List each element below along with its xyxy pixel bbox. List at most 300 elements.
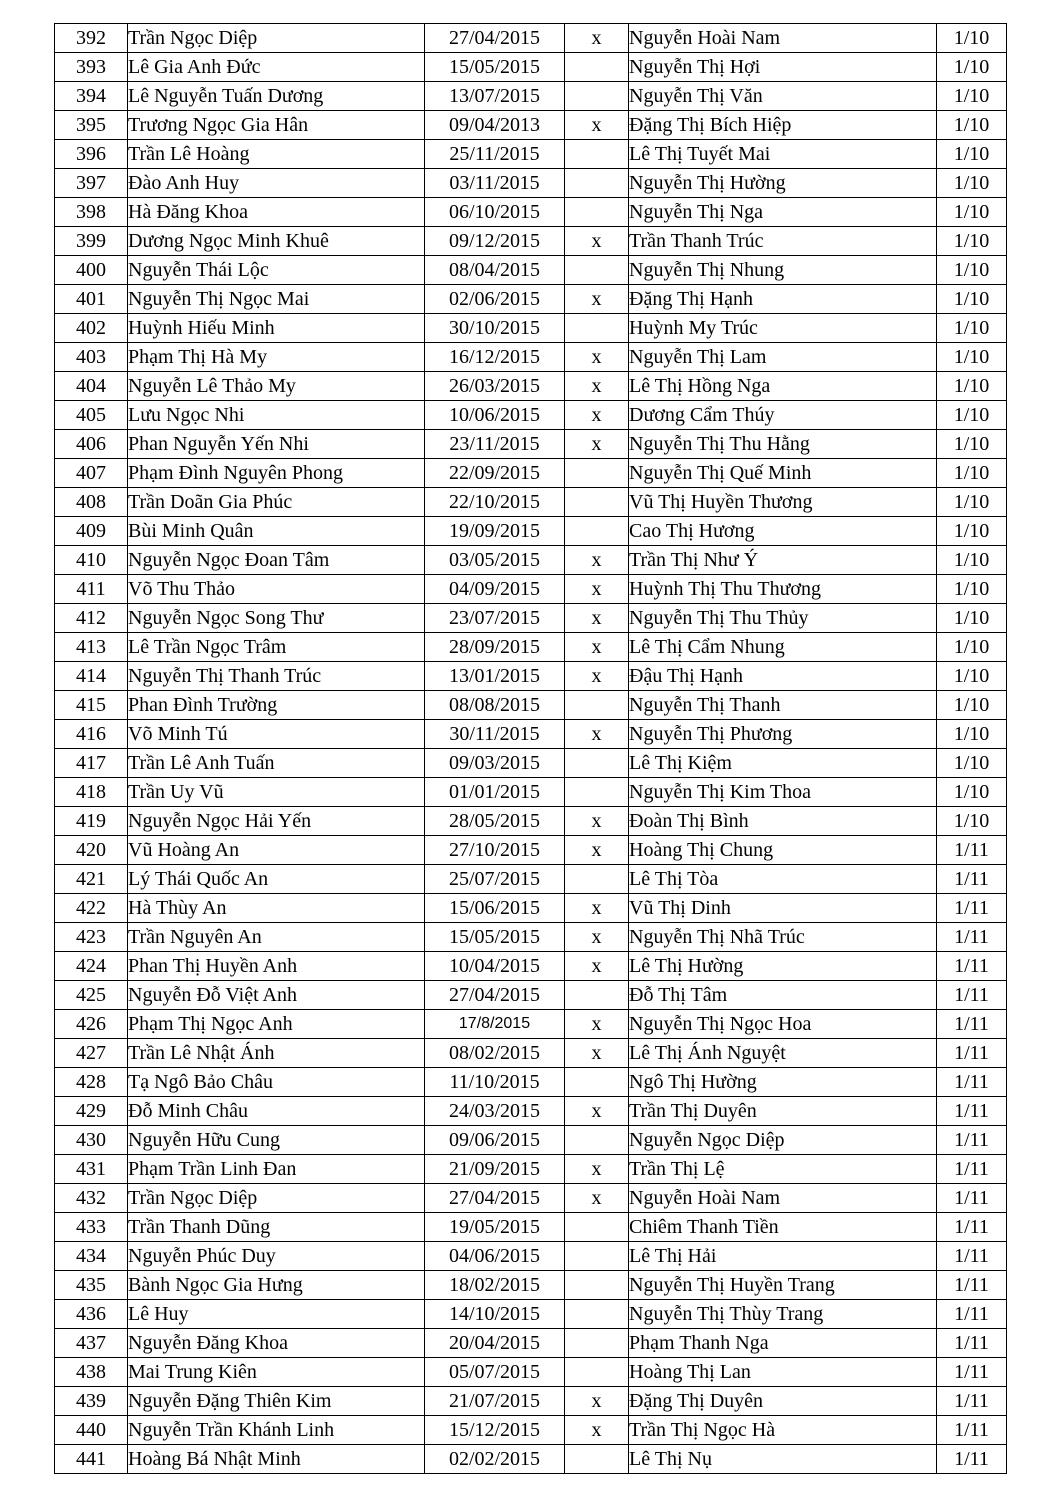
student-name-cell: Phan Thị Huyền Anh (128, 952, 425, 981)
birth-date-cell: 19/05/2015 (425, 1213, 565, 1242)
class-cell: 1/10 (937, 198, 1007, 227)
row-number-cell: 431 (55, 1155, 128, 1184)
parent-name-cell: Lê Thị Tuyết Mai (629, 140, 937, 169)
parent-name-cell: Nguyễn Hoài Nam (629, 1184, 937, 1213)
table-row (55, 169, 1007, 198)
birth-date-cell: 19/09/2015 (425, 517, 565, 546)
table-row (55, 1445, 1007, 1474)
table-row (55, 633, 1007, 662)
class-cell: 1/10 (937, 517, 1007, 546)
table-row (55, 778, 1007, 807)
birth-date-cell: 08/08/2015 (425, 691, 565, 720)
birth-date-cell: 20/04/2015 (425, 1329, 565, 1358)
birth-date-cell: 21/09/2015 (425, 1155, 565, 1184)
female-mark-cell (565, 778, 629, 807)
row-number-cell: 424 (55, 952, 128, 981)
class-cell: 1/11 (937, 1184, 1007, 1213)
female-mark-cell: x (565, 227, 629, 256)
table-row (55, 24, 1007, 53)
student-name-cell: Lý Thái Quốc An (128, 865, 425, 894)
student-name-cell: Bùi Minh Quân (128, 517, 425, 546)
table-row (55, 198, 1007, 227)
class-cell: 1/10 (937, 169, 1007, 198)
female-mark-cell: x (565, 1010, 629, 1039)
female-mark-cell (565, 981, 629, 1010)
student-name-cell: Nguyễn Đỗ Việt Anh (128, 981, 425, 1010)
female-mark-cell: x (565, 604, 629, 633)
class-cell: 1/10 (937, 53, 1007, 82)
student-name-cell: Trần Ngọc Diệp (128, 1184, 425, 1213)
parent-name-cell: Nguyễn Thị Kim Thoa (629, 778, 937, 807)
student-name-cell: Nguyễn Hữu Cung (128, 1126, 425, 1155)
birth-date-cell: 15/05/2015 (425, 53, 565, 82)
table-row (55, 691, 1007, 720)
birth-date-cell: 27/04/2015 (425, 1184, 565, 1213)
student-name-cell: Lê Huy (128, 1300, 425, 1329)
birth-date-cell: 14/10/2015 (425, 1300, 565, 1329)
birth-date-cell: 09/04/2013 (425, 111, 565, 140)
female-mark-cell (565, 691, 629, 720)
student-name-cell: Võ Minh Tú (128, 720, 425, 749)
table-row (55, 488, 1007, 517)
row-number-cell: 400 (55, 256, 128, 285)
table-row (55, 575, 1007, 604)
class-cell: 1/10 (937, 82, 1007, 111)
female-mark-cell: x (565, 24, 629, 53)
birth-date-cell: 09/06/2015 (425, 1126, 565, 1155)
parent-name-cell: Ngô Thị Hường (629, 1068, 937, 1097)
parent-name-cell: Trần Thị Duyên (629, 1097, 937, 1126)
class-cell: 1/10 (937, 430, 1007, 459)
row-number-cell: 440 (55, 1416, 128, 1445)
row-number-cell: 438 (55, 1358, 128, 1387)
student-name-cell: Phạm Đình Nguyên Phong (128, 459, 425, 488)
table-row (55, 256, 1007, 285)
parent-name-cell: Lê Thị Nụ (629, 1445, 937, 1474)
female-mark-cell (565, 1271, 629, 1300)
row-number-cell: 439 (55, 1387, 128, 1416)
female-mark-cell: x (565, 111, 629, 140)
table-row (55, 1097, 1007, 1126)
female-mark-cell: x (565, 1416, 629, 1445)
female-mark-cell (565, 749, 629, 778)
parent-name-cell: Đậu Thị Hạnh (629, 662, 937, 691)
birth-date-cell: 17/8/2015 (425, 1010, 565, 1039)
row-number-cell: 411 (55, 575, 128, 604)
student-roster-table (54, 23, 1007, 1474)
row-number-cell: 433 (55, 1213, 128, 1242)
birth-date-cell: 10/06/2015 (425, 401, 565, 430)
female-mark-cell (565, 1068, 629, 1097)
student-roster-sheet (54, 23, 1007, 1474)
table-row (55, 749, 1007, 778)
birth-date-cell: 02/02/2015 (425, 1445, 565, 1474)
parent-name-cell: Nguyễn Thị Hợi (629, 53, 937, 82)
female-mark-cell: x (565, 1039, 629, 1068)
parent-name-cell: Lê Thị Kiệm (629, 749, 937, 778)
table-row (55, 1300, 1007, 1329)
row-number-cell: 441 (55, 1445, 128, 1474)
parent-name-cell: Nguyễn Hoài Nam (629, 24, 937, 53)
row-number-cell: 413 (55, 633, 128, 662)
student-name-cell: Lê Nguyễn Tuấn Dương (128, 82, 425, 111)
birth-date-cell: 25/11/2015 (425, 140, 565, 169)
student-name-cell: Trương Ngọc Gia Hân (128, 111, 425, 140)
row-number-cell: 412 (55, 604, 128, 633)
birth-date-cell: 11/10/2015 (425, 1068, 565, 1097)
student-name-cell: Hà Thùy An (128, 894, 425, 923)
row-number-cell: 434 (55, 1242, 128, 1271)
row-number-cell: 417 (55, 749, 128, 778)
table-row (55, 140, 1007, 169)
table-row (55, 1271, 1007, 1300)
row-number-cell: 421 (55, 865, 128, 894)
class-cell: 1/11 (937, 1126, 1007, 1155)
class-cell: 1/10 (937, 691, 1007, 720)
student-name-cell: Vũ Hoàng An (128, 836, 425, 865)
table-row (55, 807, 1007, 836)
birth-date-cell: 30/11/2015 (425, 720, 565, 749)
parent-name-cell: Lê Thị Hải (629, 1242, 937, 1271)
row-number-cell: 436 (55, 1300, 128, 1329)
class-cell: 1/11 (937, 1416, 1007, 1445)
parent-name-cell: Trần Thị Lệ (629, 1155, 937, 1184)
class-cell: 1/10 (937, 575, 1007, 604)
student-name-cell: Nguyễn Đăng Khoa (128, 1329, 425, 1358)
class-cell: 1/10 (937, 778, 1007, 807)
student-name-cell: Nguyễn Ngọc Đoan Tâm (128, 546, 425, 575)
table-row (55, 1068, 1007, 1097)
row-number-cell: 430 (55, 1126, 128, 1155)
row-number-cell: 394 (55, 82, 128, 111)
student-name-cell: Đỗ Minh Châu (128, 1097, 425, 1126)
class-cell: 1/11 (937, 865, 1007, 894)
row-number-cell: 437 (55, 1329, 128, 1358)
parent-name-cell: Nguyễn Thị Huyền Trang (629, 1271, 937, 1300)
parent-name-cell: Nguyễn Thị Thu Thủy (629, 604, 937, 633)
birth-date-cell: 24/03/2015 (425, 1097, 565, 1126)
table-row (55, 1387, 1007, 1416)
class-cell: 1/10 (937, 314, 1007, 343)
class-cell: 1/11 (937, 1358, 1007, 1387)
birth-date-cell: 01/01/2015 (425, 778, 565, 807)
parent-name-cell: Nguyễn Thị Lam (629, 343, 937, 372)
table-row (55, 430, 1007, 459)
female-mark-cell: x (565, 894, 629, 923)
student-name-cell: Nguyễn Thị Thanh Trúc (128, 662, 425, 691)
row-number-cell: 435 (55, 1271, 128, 1300)
parent-name-cell: Nguyễn Thị Thanh (629, 691, 937, 720)
birth-date-cell: 28/05/2015 (425, 807, 565, 836)
class-cell: 1/10 (937, 749, 1007, 778)
female-mark-cell: x (565, 807, 629, 836)
birth-date-cell: 26/03/2015 (425, 372, 565, 401)
table-row (55, 546, 1007, 575)
birth-date-cell: 23/07/2015 (425, 604, 565, 633)
female-mark-cell: x (565, 430, 629, 459)
student-name-cell: Phan Đình Trường (128, 691, 425, 720)
female-mark-cell (565, 865, 629, 894)
parent-name-cell: Lê Thị Tòa (629, 865, 937, 894)
row-number-cell: 423 (55, 923, 128, 952)
student-name-cell: Trần Nguyên An (128, 923, 425, 952)
birth-date-cell: 23/11/2015 (425, 430, 565, 459)
female-mark-cell: x (565, 343, 629, 372)
class-cell: 1/10 (937, 372, 1007, 401)
row-number-cell: 392 (55, 24, 128, 53)
student-name-cell: Nguyễn Phúc Duy (128, 1242, 425, 1271)
class-cell: 1/11 (937, 1097, 1007, 1126)
parent-name-cell: Lê Thị Hồng Nga (629, 372, 937, 401)
row-number-cell: 397 (55, 169, 128, 198)
parent-name-cell: Hoàng Thị Chung (629, 836, 937, 865)
female-mark-cell (565, 198, 629, 227)
class-cell: 1/10 (937, 256, 1007, 285)
row-number-cell: 418 (55, 778, 128, 807)
parent-name-cell: Nguyễn Thị Nga (629, 198, 937, 227)
row-number-cell: 399 (55, 227, 128, 256)
class-cell: 1/11 (937, 1445, 1007, 1474)
row-number-cell: 422 (55, 894, 128, 923)
class-cell: 1/10 (937, 633, 1007, 662)
student-name-cell: Mai Trung Kiên (128, 1358, 425, 1387)
class-cell: 1/11 (937, 1039, 1007, 1068)
female-mark-cell: x (565, 372, 629, 401)
student-name-cell: Hoàng Bá Nhật Minh (128, 1445, 425, 1474)
table-row (55, 952, 1007, 981)
female-mark-cell: x (565, 952, 629, 981)
parent-name-cell: Lê Thị Hường (629, 952, 937, 981)
table-row (55, 314, 1007, 343)
student-name-cell: Trần Ngọc Diệp (128, 24, 425, 53)
parent-name-cell: Đặng Thị Hạnh (629, 285, 937, 314)
class-cell: 1/10 (937, 227, 1007, 256)
student-name-cell: Trần Lê Hoàng (128, 140, 425, 169)
birth-date-cell: 30/10/2015 (425, 314, 565, 343)
female-mark-cell: x (565, 1097, 629, 1126)
table-row (55, 343, 1007, 372)
row-number-cell: 409 (55, 517, 128, 546)
birth-date-cell: 13/01/2015 (425, 662, 565, 691)
row-number-cell: 401 (55, 285, 128, 314)
female-mark-cell (565, 1213, 629, 1242)
class-cell: 1/11 (937, 1068, 1007, 1097)
parent-name-cell: Huỳnh Thị Thu Thương (629, 575, 937, 604)
class-cell: 1/10 (937, 459, 1007, 488)
student-name-cell: Lưu Ngọc Nhi (128, 401, 425, 430)
student-name-cell: Nguyễn Ngọc Hải Yến (128, 807, 425, 836)
class-cell: 1/10 (937, 343, 1007, 372)
female-mark-cell (565, 1329, 629, 1358)
row-number-cell: 415 (55, 691, 128, 720)
table-row (55, 1010, 1007, 1039)
table-row (55, 1039, 1007, 1068)
table-row (55, 1184, 1007, 1213)
row-number-cell: 414 (55, 662, 128, 691)
parent-name-cell: Hoàng Thị Lan (629, 1358, 937, 1387)
student-name-cell: Tạ Ngô Bảo Châu (128, 1068, 425, 1097)
female-mark-cell (565, 488, 629, 517)
birth-date-cell: 08/04/2015 (425, 256, 565, 285)
parent-name-cell: Cao Thị Hương (629, 517, 937, 546)
birth-date-cell: 04/06/2015 (425, 1242, 565, 1271)
class-cell: 1/11 (937, 1271, 1007, 1300)
parent-name-cell: Nguyễn Thị Phương (629, 720, 937, 749)
female-mark-cell (565, 1242, 629, 1271)
class-cell: 1/11 (937, 1213, 1007, 1242)
parent-name-cell: Lê Thị Cẩm Nhung (629, 633, 937, 662)
row-number-cell: 396 (55, 140, 128, 169)
female-mark-cell: x (565, 575, 629, 604)
parent-name-cell: Chiêm Thanh Tiền (629, 1213, 937, 1242)
student-name-cell: Phạm Trần Linh Đan (128, 1155, 425, 1184)
parent-name-cell: Nguyễn Thị Hường (629, 169, 937, 198)
student-name-cell: Võ Thu Thảo (128, 575, 425, 604)
parent-name-cell: Nguyễn Thị Nhã Trúc (629, 923, 937, 952)
female-mark-cell: x (565, 633, 629, 662)
row-number-cell: 426 (55, 1010, 128, 1039)
row-number-cell: 419 (55, 807, 128, 836)
table-row (55, 82, 1007, 111)
class-cell: 1/11 (937, 836, 1007, 865)
birth-date-cell: 09/12/2015 (425, 227, 565, 256)
student-name-cell: Nguyễn Lê Thảo My (128, 372, 425, 401)
class-cell: 1/10 (937, 662, 1007, 691)
student-name-cell: Đào Anh Huy (128, 169, 425, 198)
row-number-cell: 410 (55, 546, 128, 575)
female-mark-cell (565, 1445, 629, 1474)
birth-date-cell: 13/07/2015 (425, 82, 565, 111)
student-name-cell: Trần Doãn Gia Phúc (128, 488, 425, 517)
birth-date-cell: 08/02/2015 (425, 1039, 565, 1068)
female-mark-cell (565, 459, 629, 488)
birth-date-cell: 09/03/2015 (425, 749, 565, 778)
table-row (55, 111, 1007, 140)
student-name-cell: Hà Đăng Khoa (128, 198, 425, 227)
parent-name-cell: Phạm Thanh Nga (629, 1329, 937, 1358)
class-cell: 1/10 (937, 285, 1007, 314)
table-row (55, 517, 1007, 546)
class-cell: 1/10 (937, 604, 1007, 633)
table-row (55, 459, 1007, 488)
female-mark-cell (565, 517, 629, 546)
parent-name-cell: Nguyễn Thị Ngọc Hoa (629, 1010, 937, 1039)
parent-name-cell: Vũ Thị Huyền Thương (629, 488, 937, 517)
birth-date-cell: 18/02/2015 (425, 1271, 565, 1300)
table-row (55, 1358, 1007, 1387)
birth-date-cell: 27/04/2015 (425, 24, 565, 53)
female-mark-cell: x (565, 836, 629, 865)
parent-name-cell: Nguyễn Thị Thu Hằng (629, 430, 937, 459)
birth-date-cell: 15/05/2015 (425, 923, 565, 952)
female-mark-cell: x (565, 1184, 629, 1213)
parent-name-cell: Lê Thị Ánh Nguyệt (629, 1039, 937, 1068)
parent-name-cell: Trần Thị Ngọc Hà (629, 1416, 937, 1445)
birth-date-cell: 27/10/2015 (425, 836, 565, 865)
parent-name-cell: Nguyễn Thị Nhung (629, 256, 937, 285)
class-cell: 1/11 (937, 1300, 1007, 1329)
female-mark-cell: x (565, 546, 629, 575)
birth-date-cell: 16/12/2015 (425, 343, 565, 372)
row-number-cell: 405 (55, 401, 128, 430)
row-number-cell: 425 (55, 981, 128, 1010)
table-row (55, 53, 1007, 82)
class-cell: 1/11 (937, 894, 1007, 923)
female-mark-cell: x (565, 720, 629, 749)
class-cell: 1/11 (937, 1329, 1007, 1358)
student-name-cell: Nguyễn Thái Lộc (128, 256, 425, 285)
parent-name-cell: Nguyễn Thị Thùy Trang (629, 1300, 937, 1329)
table-row (55, 720, 1007, 749)
birth-date-cell: 21/07/2015 (425, 1387, 565, 1416)
student-name-cell: Trần Lê Nhật Ánh (128, 1039, 425, 1068)
class-cell: 1/11 (937, 981, 1007, 1010)
female-mark-cell: x (565, 285, 629, 314)
female-mark-cell: x (565, 662, 629, 691)
birth-date-cell: 02/06/2015 (425, 285, 565, 314)
student-name-cell: Phạm Thị Ngọc Anh (128, 1010, 425, 1039)
female-mark-cell (565, 1358, 629, 1387)
birth-date-cell: 22/10/2015 (425, 488, 565, 517)
table-row (55, 372, 1007, 401)
female-mark-cell (565, 169, 629, 198)
row-number-cell: 427 (55, 1039, 128, 1068)
table-row (55, 604, 1007, 633)
female-mark-cell (565, 1126, 629, 1155)
table-row (55, 981, 1007, 1010)
female-mark-cell (565, 1300, 629, 1329)
birth-date-cell: 06/10/2015 (425, 198, 565, 227)
student-name-cell: Dương Ngọc Minh Khuê (128, 227, 425, 256)
row-number-cell: 406 (55, 430, 128, 459)
parent-name-cell: Nguyễn Thị Văn (629, 82, 937, 111)
row-number-cell: 420 (55, 836, 128, 865)
class-cell: 1/10 (937, 111, 1007, 140)
birth-date-cell: 05/07/2015 (425, 1358, 565, 1387)
birth-date-cell: 25/07/2015 (425, 865, 565, 894)
table-row (55, 1126, 1007, 1155)
table-row (55, 1242, 1007, 1271)
class-cell: 1/10 (937, 401, 1007, 430)
class-cell: 1/10 (937, 720, 1007, 749)
student-name-cell: Nguyễn Ngọc Song Thư (128, 604, 425, 633)
table-row (55, 227, 1007, 256)
student-name-cell: Phạm Thị Hà My (128, 343, 425, 372)
class-cell: 1/11 (937, 952, 1007, 981)
student-name-cell: Lê Trần Ngọc Trâm (128, 633, 425, 662)
birth-date-cell: 15/06/2015 (425, 894, 565, 923)
row-number-cell: 416 (55, 720, 128, 749)
student-name-cell: Lê Gia Anh Đức (128, 53, 425, 82)
class-cell: 1/10 (937, 546, 1007, 575)
student-name-cell: Trần Lê Anh Tuấn (128, 749, 425, 778)
student-name-cell: Nguyễn Thị Ngọc Mai (128, 285, 425, 314)
parent-name-cell: Trần Thanh Trúc (629, 227, 937, 256)
class-cell: 1/11 (937, 923, 1007, 952)
table-row (55, 401, 1007, 430)
row-number-cell: 398 (55, 198, 128, 227)
class-cell: 1/11 (937, 1010, 1007, 1039)
parent-name-cell: Đặng Thị Duyên (629, 1387, 937, 1416)
student-name-cell: Trần Uy Vũ (128, 778, 425, 807)
class-cell: 1/10 (937, 140, 1007, 169)
table-row (55, 1416, 1007, 1445)
row-number-cell: 429 (55, 1097, 128, 1126)
birth-date-cell: 22/09/2015 (425, 459, 565, 488)
birth-date-cell: 27/04/2015 (425, 981, 565, 1010)
table-row (55, 894, 1007, 923)
roster-body (55, 24, 1007, 1474)
